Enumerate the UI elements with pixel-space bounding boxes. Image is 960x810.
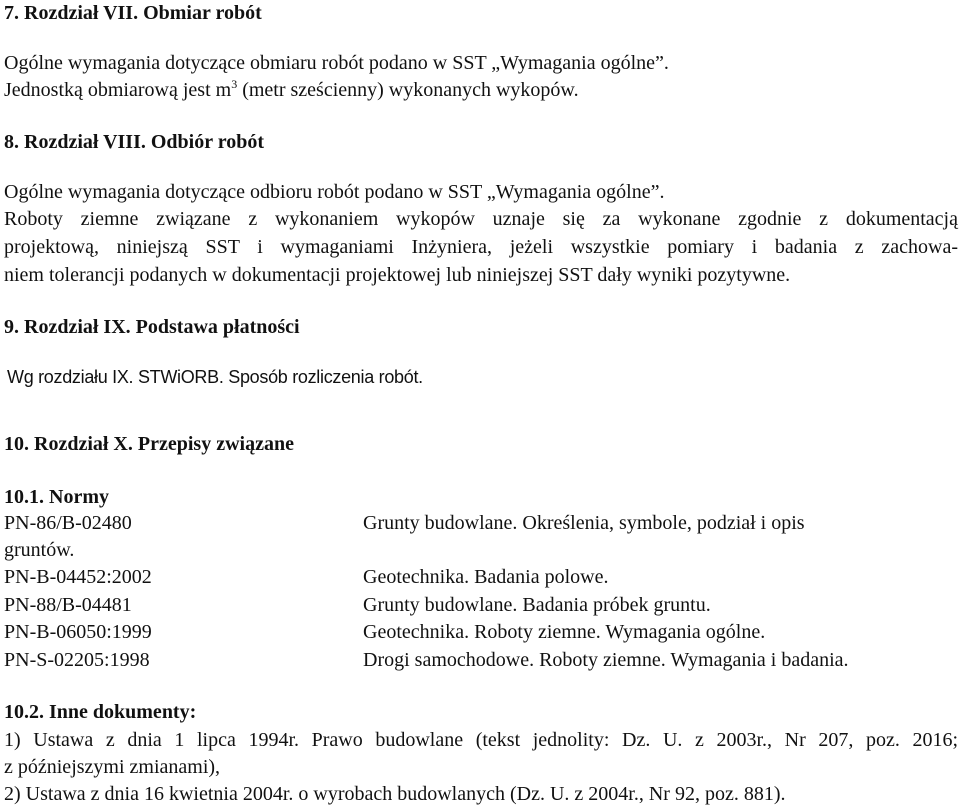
section-8-paragraph-2-line-2	[4, 236, 958, 259]
superscript-3: 3	[231, 77, 238, 91]
section-7-paragraph-2	[4, 79, 579, 102]
norm-code: PN-B-06050:1999	[4, 621, 152, 643]
unit-text: Jednostką obmiarową jest m	[4, 79, 232, 101]
section-10-heading: 10. Rozdział X. Przepisy związane	[4, 433, 294, 455]
norm-title: Grunty budowlane. Badania próbek gruntu.	[363, 594, 711, 616]
norm-title: Grunty budowlane. Określenia, symbole, podział i opis	[363, 512, 805, 534]
section-9-paragraph: Wg rozdziału IX. STWiORB. Sposób rozliczenia robót.	[7, 367, 423, 387]
paragraph-line-text: 1) Ustawa z dnia 1 lipca 1994r. Prawo budowlane (tekst jednolity: Dz. U. z 2003r., Nr 207, poz. 2016;	[4, 729, 958, 751]
norm-code: PN-S-02205:1998	[4, 649, 150, 671]
paragraph-line-text: Roboty ziemne związane z wykonaniem wykopów uznaje się za wykonane zgodnie z dokumentacją	[4, 208, 958, 230]
section-9-heading: 9. Rozdział IX. Podstawa płatności	[4, 316, 300, 338]
norms-heading: 10.1. Normy	[4, 486, 109, 508]
norm-code: PN-B-04452:2002	[4, 566, 152, 588]
norm-code: PN-86/B-02480	[4, 512, 132, 534]
section-8-paragraph-1: Ogólne wymagania dotyczące odbioru robót podano w SST „Wymagania ogólne”.	[4, 181, 665, 203]
other-documents-heading: 10.2. Inne dokumenty:	[4, 701, 197, 723]
section-7-paragraph-1: Ogólne wymagania dotyczące obmiaru robót podano w SST „Wymagania ogólne”.	[4, 52, 669, 74]
section-7-heading: 7. Rozdział VII. Obmiar robót	[4, 2, 262, 24]
section-8-heading: 8. Rozdział VIII. Odbiór robót	[4, 131, 265, 153]
document-1-line-2: z późniejszymi zmianami),	[4, 756, 221, 778]
norm-title: Geotechnika. Roboty ziemne. Wymagania ogólne.	[363, 621, 766, 643]
norm-code: PN-88/B-04481	[4, 594, 132, 616]
paragraph-line-text: projektową, niniejszą SST i wymaganiami Inżyniera, jeżeli wszystkie pomiary i badania z zachowa-	[4, 236, 958, 258]
document-1-line-1	[4, 729, 958, 752]
document-2: 2) Ustawa z dnia 16 kwietnia 2004r. o wyrobach budowlanych (Dz. U. z 2004r., Nr 92, poz. 881).	[4, 783, 786, 805]
norm-title-wrap: gruntów.	[4, 539, 75, 561]
unit-description: (metr sześcienny) wykonanych wykopów.	[237, 79, 579, 101]
section-8-paragraph-2-line-1	[4, 208, 958, 231]
norm-title: Drogi samochodowe. Roboty ziemne. Wymagania i badania.	[363, 649, 849, 671]
norm-title: Geotechnika. Badania polowe.	[363, 566, 609, 588]
section-8-paragraph-2-line-3: niem tolerancji podanych w dokumentacji projektowej lub niniejszej SST dały wyniki pozytywne.	[4, 264, 791, 286]
